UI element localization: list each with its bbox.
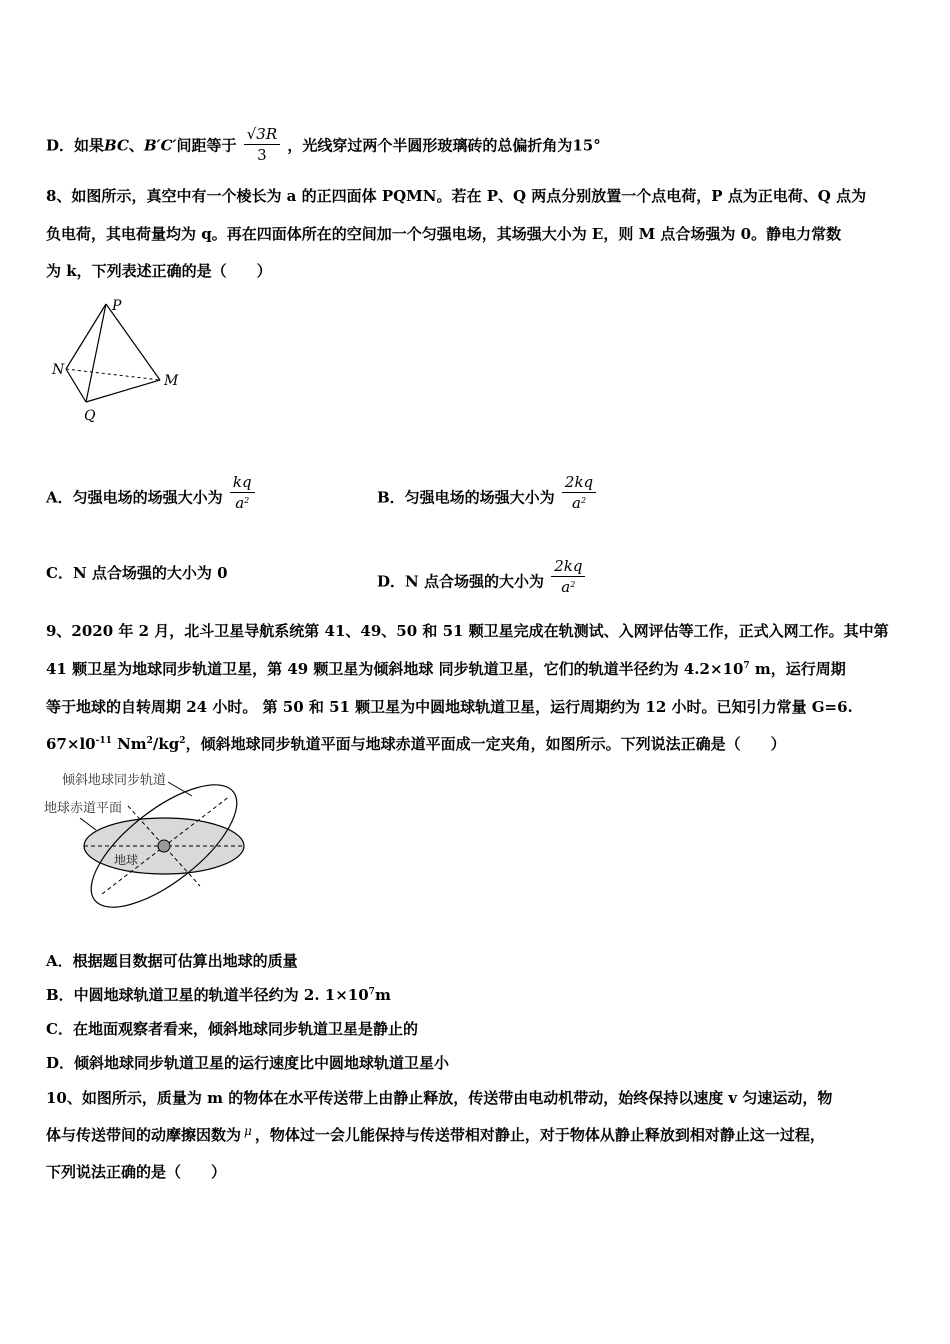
- q7-bc-prime: B′C′: [143, 136, 177, 155]
- q8-option-c[interactable]: C．N 点合场强的大小为 0: [46, 564, 228, 582]
- q9-stem-line1: 9、2020 年 2 月，北斗卫星导航系统第 41、49、50 和 51 颗卫星完成在轨测试、入网评估等工作，正式入网工作。其中第: [46, 622, 889, 640]
- q8-stem-line3: 为 k，下列表述正确的是（ ）: [46, 262, 272, 280]
- label-p: P: [112, 298, 122, 314]
- q9-stem-line3: 等于地球的自转周期 24 小时。 第 50 和 51 颗卫星为中圆地球轨道卫星，运行周期约为 12 小时。已知引力常量 G=6.: [46, 698, 853, 716]
- label-m: M: [164, 373, 179, 389]
- label-earth: 地球: [114, 853, 139, 867]
- q9-line4-a: 67×l0: [46, 735, 96, 753]
- edge-pq: [86, 304, 106, 402]
- label-equator: 地球赤道平面: [44, 801, 123, 816]
- frac-den: [562, 492, 596, 513]
- edge-pn: [66, 304, 106, 369]
- label-tilted-orbit: 倾斜地球同步轨道: [62, 773, 167, 788]
- frac-den-base: a: [561, 578, 571, 596]
- q8-option-d-text: D．N 点合场强的大小为: [377, 572, 544, 591]
- orbit-figure: [40, 768, 270, 908]
- q8-option-d-fraction: [551, 556, 585, 597]
- q9-option-b-text: B．中圆地球轨道卫星的轨道半径约为 2. 1×10: [46, 986, 369, 1004]
- edge-pm: [106, 304, 160, 380]
- q9-stem-line2: [46, 659, 846, 679]
- frac-den: [551, 576, 585, 597]
- q10-stem-line2: [46, 1125, 825, 1146]
- q7-frac-den: 3: [244, 144, 280, 165]
- q9-option-c[interactable]: C．在地面观察者看来，倾斜地球同步轨道卫星是静止的: [46, 1020, 418, 1038]
- q9-option-a[interactable]: A．根据题目数据可估算出地球的质量: [46, 952, 298, 970]
- q8-option-b-fraction: [562, 472, 596, 513]
- edge-nm: [66, 369, 160, 380]
- frac-den-base: a: [572, 494, 581, 512]
- frac-den-exp: 2: [244, 496, 250, 505]
- frac-den-exp: 2: [570, 580, 576, 589]
- q9-line4-b: Nm: [111, 735, 147, 753]
- q7-bc: BC: [104, 136, 129, 155]
- q8-option-a[interactable]: [46, 473, 257, 519]
- q9-line4-c: /kg: [152, 735, 180, 753]
- q8-option-a-text: A．匀强电场的场强大小为: [46, 488, 223, 507]
- q10-stem-line1: 10、如图所示，质量为 m 的物体在水平传送带上由静止释放，传送带由电动机带动，始终保持以速度 v 匀速运动，物: [46, 1089, 833, 1107]
- q7-option-d[interactable]: [46, 126, 601, 167]
- q9-option-d[interactable]: D．倾斜地球同步轨道卫星的运行速度比中圆地球轨道卫星小: [46, 1054, 450, 1072]
- label-n: N: [52, 362, 65, 378]
- q9-line2-b: m，运行周期: [749, 660, 846, 678]
- q9-line2-a: 41 颗卫星为地球同步轨道卫星，第 49 颗卫星为倾斜地球 同步轨道卫星，它们的轨道半径约为 4.2×10: [46, 660, 744, 678]
- q9-line4-exp1: -11: [95, 736, 112, 746]
- earth-icon: [158, 840, 170, 852]
- q8-stem-line1: 8、如图所示，真空中有一个棱长为 a 的正四面体 PQMN。若在 P、Q 两点分别放置一个点电荷，P 点为正电荷、Q 点为: [46, 187, 867, 205]
- q7-frac-num: √3R: [246, 125, 278, 143]
- tetrahedron-figure: [46, 292, 196, 427]
- frac-den-base: a: [235, 494, 245, 512]
- q7-option-d-label: D．如果: [46, 136, 105, 155]
- mu-symbol: μ: [244, 1124, 252, 1138]
- edge-qm: [86, 380, 160, 402]
- q8-option-d[interactable]: [377, 557, 587, 603]
- q10-line2-b: ，物体过一会儿能保持与传送带相对静止，对于物体从静止释放到相对静止这一过程，: [254, 1126, 825, 1144]
- q9-line4-d: ，倾斜地球同步轨道平面与地球赤道平面成一定夹角，如图所示。下列说法正确是（ ）: [185, 735, 786, 753]
- label-q: Q: [84, 408, 96, 424]
- frac-num: 2kq: [564, 473, 594, 491]
- q7-fraction: [244, 124, 280, 165]
- q9-option-b[interactable]: [46, 985, 391, 1005]
- q9-option-b-exp: 7: [368, 987, 375, 997]
- edge-nq: [66, 369, 86, 402]
- q9-option-b-unit: m: [374, 986, 391, 1004]
- frac-den-exp: 2: [580, 496, 587, 505]
- frac-num: 2kq: [554, 557, 583, 575]
- q9-line4-exp2: 2: [146, 736, 153, 746]
- q9-line4-exp3: 2: [179, 736, 186, 746]
- frac-num: kq: [232, 473, 252, 491]
- q10-stem-line3: 下列说法正确的是（ ）: [46, 1163, 227, 1181]
- q7-tail: ，光线穿过两个半圆形玻璃砖的总偏折角为15°: [287, 136, 601, 155]
- q8-stem-line2: 负电荷，其电荷量均为 q。再在四面体所在的空间加一个匀强电场，其场强大小为 E，则 M 点合场强为 0。静电力常数: [46, 225, 842, 243]
- q8-option-b[interactable]: [377, 473, 598, 519]
- frac-den: [230, 492, 255, 513]
- q8-option-b-text: B．匀强电场的场强大小为: [377, 488, 555, 507]
- leader-equator: [80, 818, 96, 830]
- q7-mid: 间距等于: [176, 136, 237, 155]
- q8-option-a-fraction: [230, 472, 255, 513]
- q9-stem-line4: [46, 734, 786, 754]
- q9-line2-exp: 7: [743, 661, 750, 671]
- q7-sep: 、: [128, 136, 144, 155]
- q10-line2-a: 体与传送带间的动摩擦因数为: [46, 1126, 242, 1144]
